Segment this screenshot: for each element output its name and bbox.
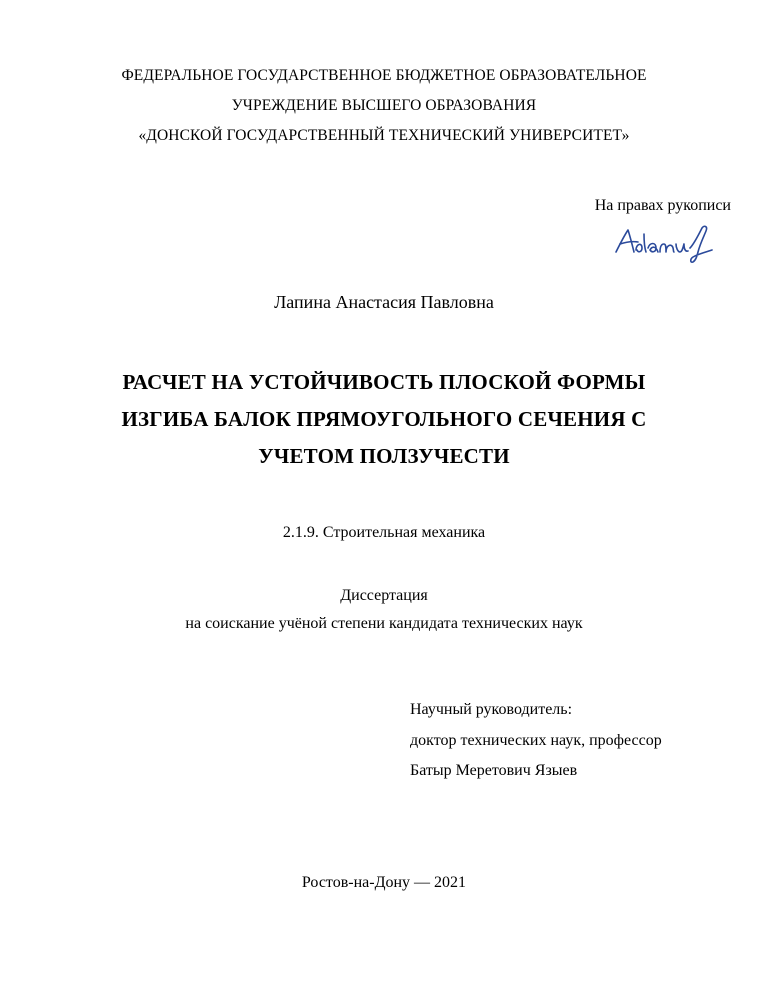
author-name: Лапина Анастасия Павловна: [274, 292, 494, 312]
organization-line-1: ФЕДЕРАЛЬНОЕ ГОСУДАРСТВЕННОЕ БЮДЖЕТНОЕ ОБРАЗОВАТЕЛЬНОЕ: [121, 67, 647, 84]
specialty-code: 2.1.9. Строительная механика: [282, 524, 486, 541]
supervisor-rank: доктор технических наук, профессор: [410, 732, 662, 749]
supervisor-label: Научный руководитель:: [410, 701, 573, 718]
work-type: Диссертация: [340, 587, 428, 604]
signature-image: [612, 222, 716, 264]
organization-line-2: УЧРЕЖДЕНИЕ ВЫСШЕГО ОБРАЗОВАНИЯ: [231, 97, 537, 114]
dissertation-title-line-2: ИЗГИБА БАЛОК ПРЯМОУГОЛЬНОГО СЕЧЕНИЯ С: [121, 407, 647, 431]
organization-line-3: «ДОНСКОЙ ГОСУДАРСТВЕННЫЙ ТЕХНИЧЕСКИЙ УНИВЕРСИТЕТ»: [138, 127, 630, 144]
degree-description: на соискание учёной степени кандидата технических наук: [185, 615, 583, 632]
manuscript-rights: На правах рукописи: [594, 197, 731, 214]
supervisor-name: Батыр Меретович Языев: [410, 762, 578, 779]
dissertation-title-line-1: РАСЧЕТ НА УСТОЙЧИВОСТЬ ПЛОСКОЙ ФОРМЫ: [122, 370, 646, 394]
dissertation-title-line-3: УЧЕТОМ ПОЛЗУЧЕСТИ: [258, 444, 510, 468]
city-year: Ростов-на-Дону — 2021: [301, 874, 467, 891]
